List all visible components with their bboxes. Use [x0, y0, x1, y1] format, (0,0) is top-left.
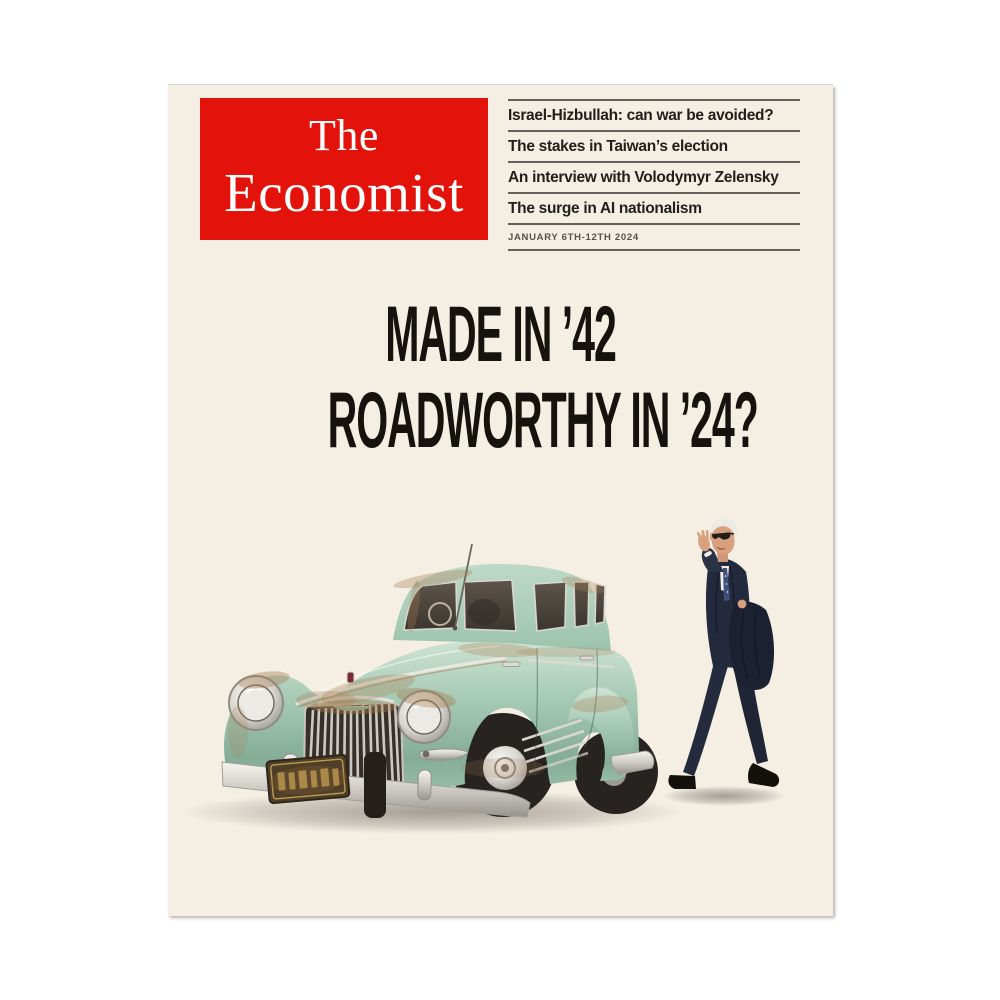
car-illustration [222, 544, 658, 818]
separator-rule [508, 99, 800, 101]
headline-item [508, 132, 800, 161]
issue-date: JANUARY 6TH-12TH 2024 [508, 231, 639, 243]
headline-text: An interview with Volodymyr Zelensky [508, 168, 779, 186]
economist-cover-page [168, 85, 833, 916]
separator-rule [508, 130, 800, 132]
cover-title [168, 291, 833, 463]
license-plate [266, 755, 349, 804]
cover-illustration [168, 500, 833, 840]
separator-rule [508, 192, 800, 194]
separator-rule [508, 249, 800, 251]
headline-item [508, 194, 800, 223]
issue-date-row [508, 225, 800, 249]
door-handle-front [502, 662, 520, 666]
headline-text: The stakes in Taiwan’s election [508, 137, 728, 155]
separator-rule [508, 223, 800, 225]
headline-item [508, 163, 800, 192]
cover-title-line-1: MADE IN ’42 [385, 289, 616, 378]
masthead-line-the: The [309, 111, 379, 160]
cover-title-line-2: ROADWORTHY IN ’24? [327, 375, 758, 464]
masthead-line-economist: Economist [224, 162, 464, 223]
hood-emblem [347, 672, 354, 683]
left-hand [738, 600, 747, 609]
economist-masthead-logo [200, 98, 488, 240]
separator-rule [508, 161, 800, 163]
front-shoe [668, 775, 696, 789]
seat-silhouette [468, 599, 500, 625]
back-shoe [748, 763, 779, 787]
headline-item [508, 101, 800, 130]
front-leg [683, 662, 728, 776]
headline-text: Israel-Hizbullah: can war be avoided? [508, 106, 774, 124]
cover-headline-list [508, 99, 800, 251]
headline-text: The surge in AI nationalism [508, 199, 702, 217]
waving-man-figure [668, 518, 779, 789]
bumper-guard [364, 752, 386, 818]
